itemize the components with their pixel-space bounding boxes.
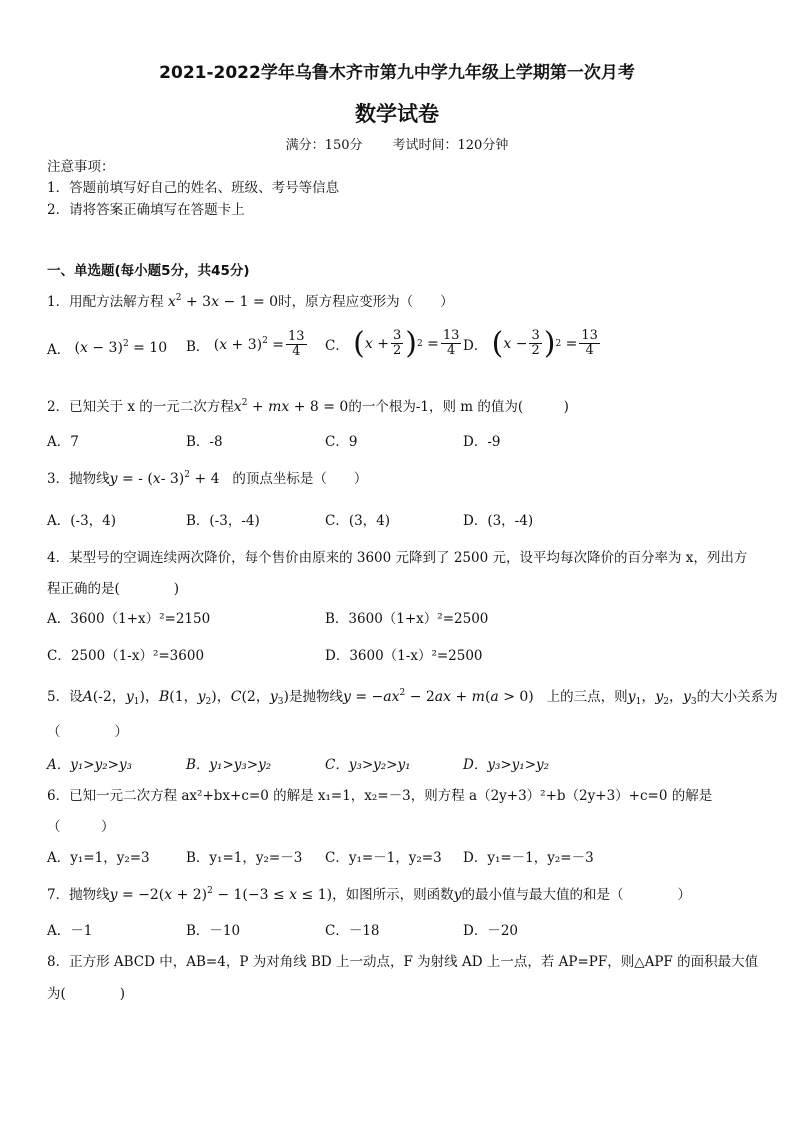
question-6-stem-line-2: （ ） xyxy=(47,819,115,835)
q7-option-c: C．－18 xyxy=(325,923,380,939)
q6-option-d: D．y₁=－1，y₂=－3 xyxy=(463,850,594,866)
q7-option-a: A．－1 xyxy=(47,923,93,939)
q2-option-c: C．9 xyxy=(325,434,358,450)
question-5-stem-line-1: 5．设A(-2，$y_1$)，B(1，$y_2$)，C(2，$y_3$)是抛物线$y = -ax^2 - 2ax + m(a > 0)$ 上的三点，则$y_1$，$y_2$，$y_3$的大小关系为 xyxy=(47,688,778,707)
notes-item-2: 2．请将答案正确填写在答题卡上 xyxy=(47,202,245,218)
q1-option-b: B． $(x + 3)^2$ = $\frac{13}{4}$ xyxy=(186,329,305,359)
q1-option-a: A． $(x - 3)^2 = 10$ xyxy=(47,339,168,358)
q3-option-b: B．(-3，-4) xyxy=(186,513,260,529)
question-4-stem-line-2: 程正确的是( ) xyxy=(47,581,180,597)
notes-item-1: 1．答题前填写好自己的姓名、班级、考号等信息 xyxy=(47,180,340,196)
exam-time: 考试时间：120分钟 xyxy=(392,138,509,153)
q1-option-d: D． ( x − $\frac{3}{2}$ ) 2 = $\frac{13}{4}$ xyxy=(463,326,598,361)
q6-option-a: A．y₁=1，y₂=3 xyxy=(47,850,150,866)
q4-option-d: D．3600（1-x）²=2500 xyxy=(325,648,483,664)
q7-option-b: B．－10 xyxy=(186,923,241,939)
question-4-stem-line-1: 4．某型号的空调连续两次降价，每个售价由原来的 3600 元降到了 2500 元，设平均每次降价的百分率为 x，列出方 xyxy=(47,550,748,566)
question-2-stem: 2．已知关于 x 的一元二次方程$x^2$ + mx + 8 = 0的一个根为-1，则 m 的值为( ) xyxy=(47,398,569,415)
question-8-stem-line-2: 为( ) xyxy=(47,986,126,1002)
notes-heading: 注意事项： xyxy=(47,159,115,175)
q6-option-c: C．y₁=－1，y₂=3 xyxy=(325,850,442,866)
question-5-stem-line-2: （ ） xyxy=(47,724,128,740)
q5-option-d: D．y₃>y₁>y₂ xyxy=(463,757,550,773)
exam-subtitle: 数学试卷 xyxy=(355,102,439,126)
question-8-stem-line-1: 8．正方形 ABCD 中，AB=4，P 为对角线 BD 上一动点，F 为射线 AD 上一点，若 AP=PF，则△APF 的面积最大值 xyxy=(47,954,759,970)
q4-option-a: A．3600（1+x）²=2150 xyxy=(47,611,211,627)
q5-option-c: C．y₃>y₂>y₁ xyxy=(325,757,411,773)
q6-option-b: B．y₁=1，y₂=－3 xyxy=(186,850,303,866)
q2-option-d: D．-9 xyxy=(463,434,501,450)
q5-option-b: B．y₁>y₃>y₂ xyxy=(186,757,272,773)
full-score: 满分：150分 xyxy=(285,138,363,153)
q2-option-a: A．7 xyxy=(47,434,79,450)
question-3-stem: 3．抛物线y = - (x- 3)$^2$ + 4 的顶点坐标是（ ） xyxy=(47,470,368,487)
q4-option-b: B．3600（1+x）²=2500 xyxy=(325,611,489,627)
section-heading: 一、单选题(每小题5分，共45分) xyxy=(47,263,250,279)
q1-option-c: C． ( x + $\frac{3}{2}$ ) 2 = $\frac{13}{4}$ xyxy=(325,326,460,361)
q3-option-c: C．(3，4) xyxy=(325,513,391,529)
exam-title: 2021-2022学年乌鲁木齐市第九中学九年级上学期第一次月考 xyxy=(159,63,635,83)
question-1-stem: 1．用配方法解方程 $x^2 + 3x - 1 = 0$时，原方程应变形为（ ） xyxy=(47,293,454,310)
q4-option-c: C．2500（1-x）²=3600 xyxy=(47,648,205,664)
question-7-stem: 7．抛物线$y = -2(x + 2)^2 - 1(-3 \le x \le 1)$，如图所示，则函数y的最小值与最大值的和是（ ） xyxy=(47,886,691,903)
q5-option-a: A．y₁>y₂>y₃ xyxy=(47,757,132,773)
q7-option-d: D．－20 xyxy=(463,923,519,939)
q3-option-d: D．(3，-4) xyxy=(463,513,534,529)
q2-option-b: B．-8 xyxy=(186,434,223,450)
question-6-stem-line-1: 6．已知一元二次方程 ax²+bx+c=0 的解是 x₁=1，x₂=－3，则方程 a（2y+3）²+b（2y+3）+c=0 的解是 xyxy=(47,788,713,804)
q3-option-a: A．(-3，4) xyxy=(47,513,117,529)
exam-meta xyxy=(0,134,794,153)
